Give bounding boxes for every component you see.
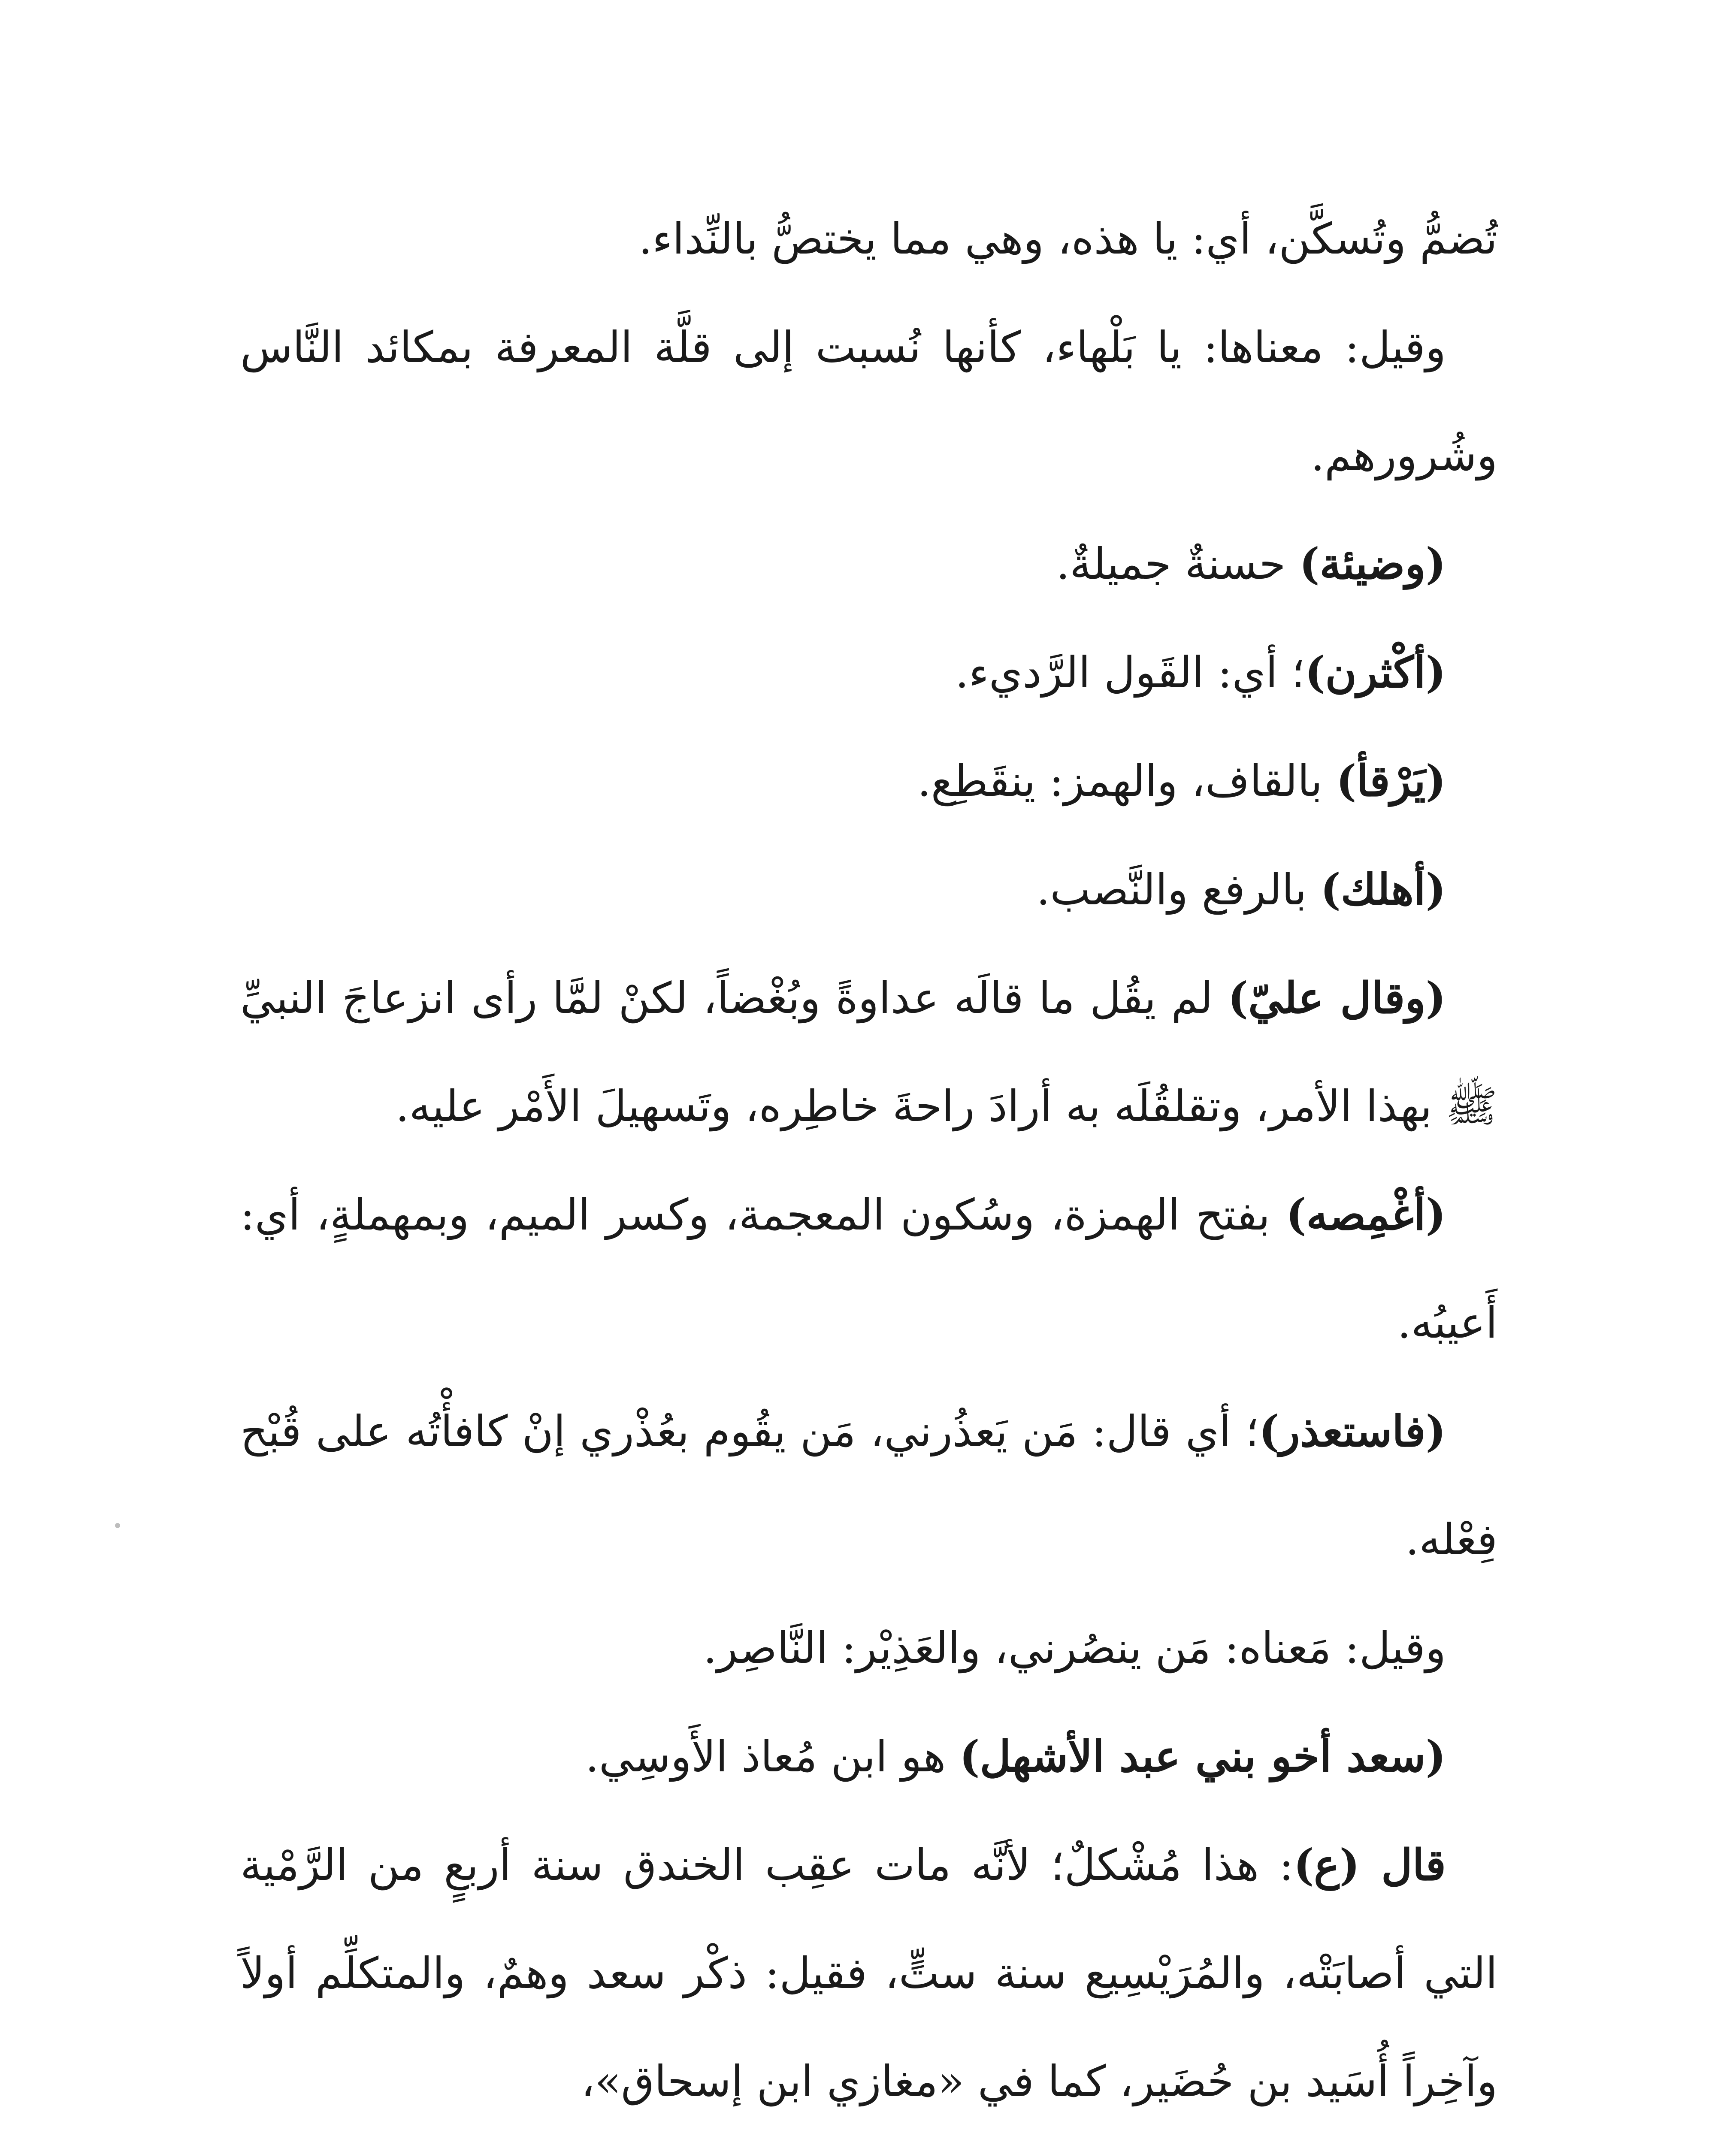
paragraph-9-term: (فاستعذر) — [1259, 1406, 1446, 1456]
paragraph-5 — [240, 727, 1497, 835]
paragraph-10-text: وقيل: مَعناه: مَن ينصُرني، والعَذِيْر: النَّاصِر. — [703, 1623, 1446, 1673]
paragraph-11-text: هو ابن مُعاذ الأَوسِي. — [585, 1731, 960, 1782]
paragraph-4 — [240, 618, 1497, 727]
paragraph-12-text: : هذا مُشْكلٌ؛ لأنَّه مات عقِب الخندق سنة أربعٍ من الرَّمْية التي أصابَتْه، والمُرَيْسِيع سنة ستٍّ، فقيل: ذكْر سعد وهمٌ، والمتكلِّم أولاً وآخِراً أُسَيد بن حُضَير، كما في «مغازي ابن إسحاق»، — [240, 1840, 1497, 2106]
paragraph-12 — [240, 1811, 1497, 2136]
paragraph-4-term: (أكْثرن) — [1305, 647, 1446, 698]
scan-speck — [115, 1523, 120, 1528]
paragraph-7 — [240, 944, 1497, 1160]
paragraph-2 — [240, 293, 1497, 510]
paragraph-3-term: (وضيئة) — [1299, 538, 1446, 589]
paragraph-5-text: بالقاف، والهمز: ينقَطِع. — [917, 756, 1337, 806]
paragraph-12-term: قال (ع) — [1293, 1840, 1446, 1890]
paragraph-3-text: حسنةٌ جميلةٌ. — [1056, 539, 1300, 589]
paragraph-11 — [240, 1702, 1497, 1811]
paragraph-8-term: (أغْمِصه) — [1286, 1189, 1446, 1240]
paragraph-4-text: ؛ أي: القَول الرَّديء. — [955, 647, 1305, 698]
paragraph-11-term: (سعد أخو بني عبد الأشهل) — [959, 1731, 1446, 1782]
paragraph-6-term: (أهلك) — [1320, 864, 1446, 915]
body-text — [240, 184, 1497, 2136]
paragraph-2-text: وقيل: معناها: يا بَلْهاء، كأنها نُسبت إلى قلَّة المعرفة بمكائد النَّاس وشُرورهم. — [240, 322, 1497, 480]
paragraph-3 — [240, 510, 1497, 618]
paragraph-1-text: تُضمُّ وتُسكَّن، أي: يا هذه، وهي مما يختصُّ بالنِّداء. — [638, 214, 1497, 264]
paragraph-7-text: لم يقُل ما قالَه عداوةً وبُغْضاً، لكنْ لمَّا رأى انزعاجَ النبيِّ ﷺ بهذا الأمر، وتقلقُلَه به أرادَ راحةَ خاطِره، وتَسهيلَ الأَمْر عليه. — [240, 973, 1497, 1131]
paragraph-10 — [240, 1594, 1497, 1702]
paragraph-6 — [240, 835, 1497, 944]
paragraph-7-term: (وقال عليّ) — [1228, 973, 1446, 1023]
paragraph-8-text: بفتح الهمزة، وسُكون المعجمة، وكسر الميم، وبمهملةٍ، أي: أَعيبُه. — [240, 1190, 1497, 1348]
paragraph-5-term: (يَرْقأ) — [1336, 755, 1446, 806]
paragraph-9 — [240, 1377, 1497, 1594]
paragraph-9-text: ؛ أي قال: مَن يَعذُرني، مَن يقُوم بعُذْري إنْ كافأْتُه على قُبْح فِعْله. — [240, 1406, 1497, 1565]
paragraph-8 — [240, 1160, 1497, 1377]
paragraph-1 — [240, 184, 1497, 293]
paragraph-6-text: بالرفع والنَّصب. — [1036, 864, 1321, 915]
